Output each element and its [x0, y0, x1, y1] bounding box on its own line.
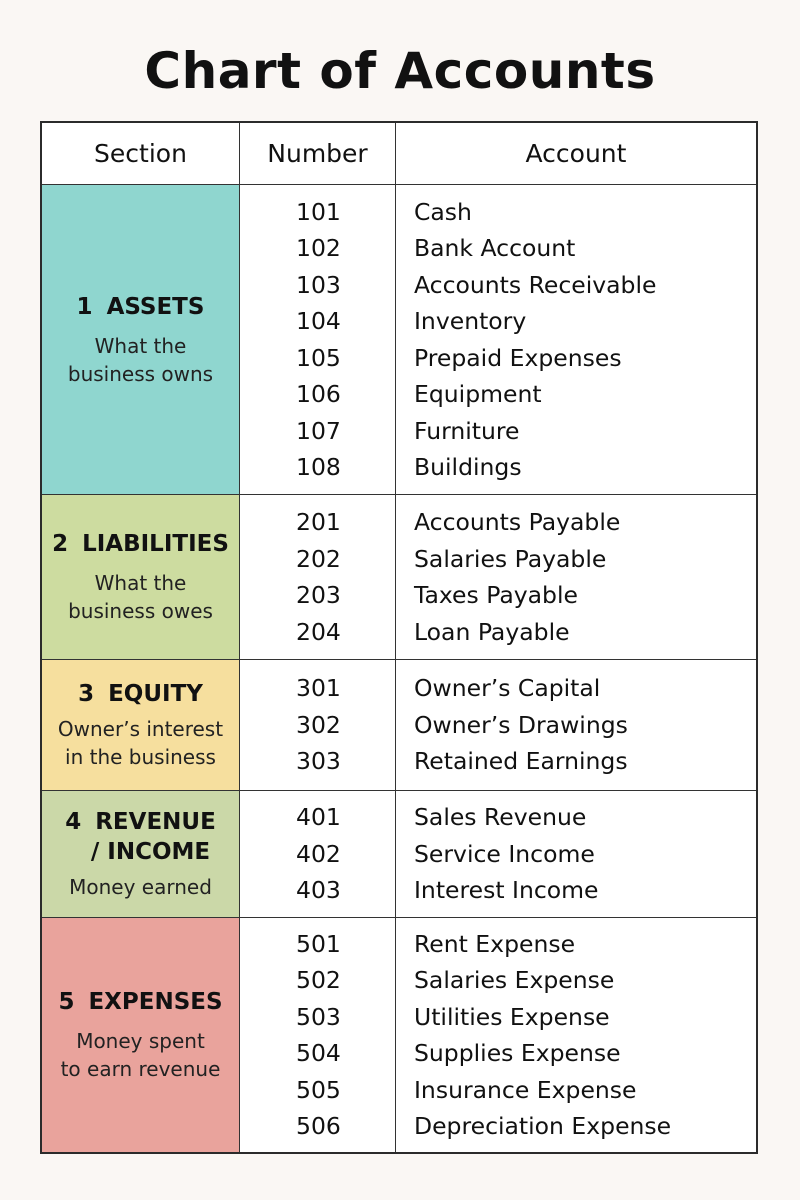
account-name: Taxes Payable [414, 581, 578, 609]
section-name: REVENUE [95, 809, 216, 835]
account-name: Cash [414, 197, 472, 226]
description-line: Money earned [69, 875, 212, 899]
account-number: 503 [296, 1002, 341, 1031]
accounts-assets [396, 185, 756, 495]
numbers-liabilities [240, 495, 396, 660]
description-line: to earn revenue [60, 1057, 221, 1081]
section-number: 5 [58, 989, 75, 1015]
section-number: 1 [76, 293, 93, 320]
account-number: 402 [296, 839, 341, 868]
section-revenue [42, 791, 240, 918]
account-name: Service Income [414, 839, 595, 868]
section-expenses [42, 918, 240, 1152]
section-name: EQUITY [108, 681, 203, 707]
section-title [78, 679, 203, 709]
account-number: 204 [296, 617, 341, 646]
section-description [68, 332, 213, 388]
account-name: Utilities Expense [414, 1002, 610, 1031]
account-number: 502 [296, 966, 341, 994]
account-number: 107 [296, 416, 341, 445]
account-number: 105 [296, 343, 341, 372]
account-number: 102 [296, 234, 341, 262]
accounts-liabilities [396, 495, 756, 660]
accounts-revenue [396, 791, 756, 918]
account-name: Owner’s Drawings [414, 710, 628, 739]
account-name: Salaries Payable [414, 544, 607, 573]
account-number: 303 [296, 747, 341, 776]
section-number: 3 [78, 681, 95, 707]
section-title [77, 292, 205, 322]
account-name: Loan Payable [414, 617, 570, 646]
page-title: Chart of Accounts [144, 42, 656, 100]
section-equity [42, 660, 240, 791]
account-number: 401 [296, 803, 341, 832]
account-name: Owner’s Capital [414, 674, 601, 703]
account-name: Insurance Expense [414, 1075, 637, 1104]
section-title [65, 807, 216, 837]
account-name: Accounts Payable [414, 508, 621, 536]
account-name: Interest Income [414, 876, 599, 905]
account-number: 403 [296, 876, 341, 905]
account-name: Depreciation Expense [414, 1112, 672, 1140]
description-line: What the [94, 333, 187, 358]
section-number: 4 [65, 809, 82, 835]
account-name: Sales Revenue [414, 803, 587, 832]
section-name: EXPENSES [88, 989, 223, 1015]
account-name: Equipment [414, 380, 542, 408]
account-number: 302 [296, 710, 341, 739]
account-number: 106 [296, 380, 341, 408]
section-name: ASSETS [106, 293, 205, 320]
account-name: Furniture [414, 416, 520, 445]
account-number: 501 [296, 929, 341, 958]
account-number: 104 [296, 307, 341, 335]
header-section: Section [42, 123, 240, 185]
accounts-expenses [396, 918, 756, 1152]
account-name: Rent Expense [414, 929, 576, 958]
section-title [58, 987, 222, 1017]
section-description [58, 715, 223, 771]
section-assets [42, 185, 240, 495]
account-number: 504 [296, 1039, 341, 1067]
section-name: LIABILITIES [82, 531, 229, 557]
account-number: 505 [296, 1075, 341, 1104]
account-number: 506 [296, 1112, 341, 1140]
account-number: 202 [296, 544, 341, 573]
account-name: Prepaid Expenses [414, 343, 622, 372]
account-name: Inventory [414, 307, 527, 335]
account-name: Retained Earnings [414, 747, 628, 776]
numbers-revenue [240, 791, 396, 918]
account-number: 201 [296, 508, 341, 536]
section-description [68, 569, 213, 625]
section-liabilities [42, 495, 240, 660]
description-line: Owner’s interest [57, 717, 224, 741]
header-account: Account [396, 123, 756, 185]
section-number: 2 [52, 531, 69, 557]
section-name-line2: / INCOME [90, 839, 211, 865]
description-line: in the business [65, 745, 216, 769]
section-title [52, 529, 229, 559]
numbers-expenses [240, 918, 396, 1152]
numbers-assets [240, 185, 396, 495]
account-name: Salaries Expense [414, 966, 615, 994]
description-line: What the [94, 571, 187, 595]
section-description [61, 1027, 221, 1083]
description-line: business owns [67, 361, 214, 386]
account-number: 108 [296, 453, 341, 481]
header-number: Number [240, 123, 396, 185]
account-number: 101 [296, 197, 341, 226]
accounts-equity [396, 660, 756, 791]
account-number: 203 [296, 581, 341, 609]
description-line: Money spent [76, 1029, 205, 1053]
numbers-equity [240, 660, 396, 791]
accounts-table [40, 121, 758, 1154]
account-name: Buildings [414, 453, 522, 481]
account-name: Bank Account [414, 234, 576, 262]
account-name: Supplies Expense [414, 1039, 621, 1067]
account-name: Accounts Receivable [414, 270, 657, 299]
section-description [69, 873, 212, 901]
description-line: business owes [68, 599, 213, 623]
account-number: 301 [296, 674, 341, 703]
account-number: 103 [296, 270, 341, 299]
